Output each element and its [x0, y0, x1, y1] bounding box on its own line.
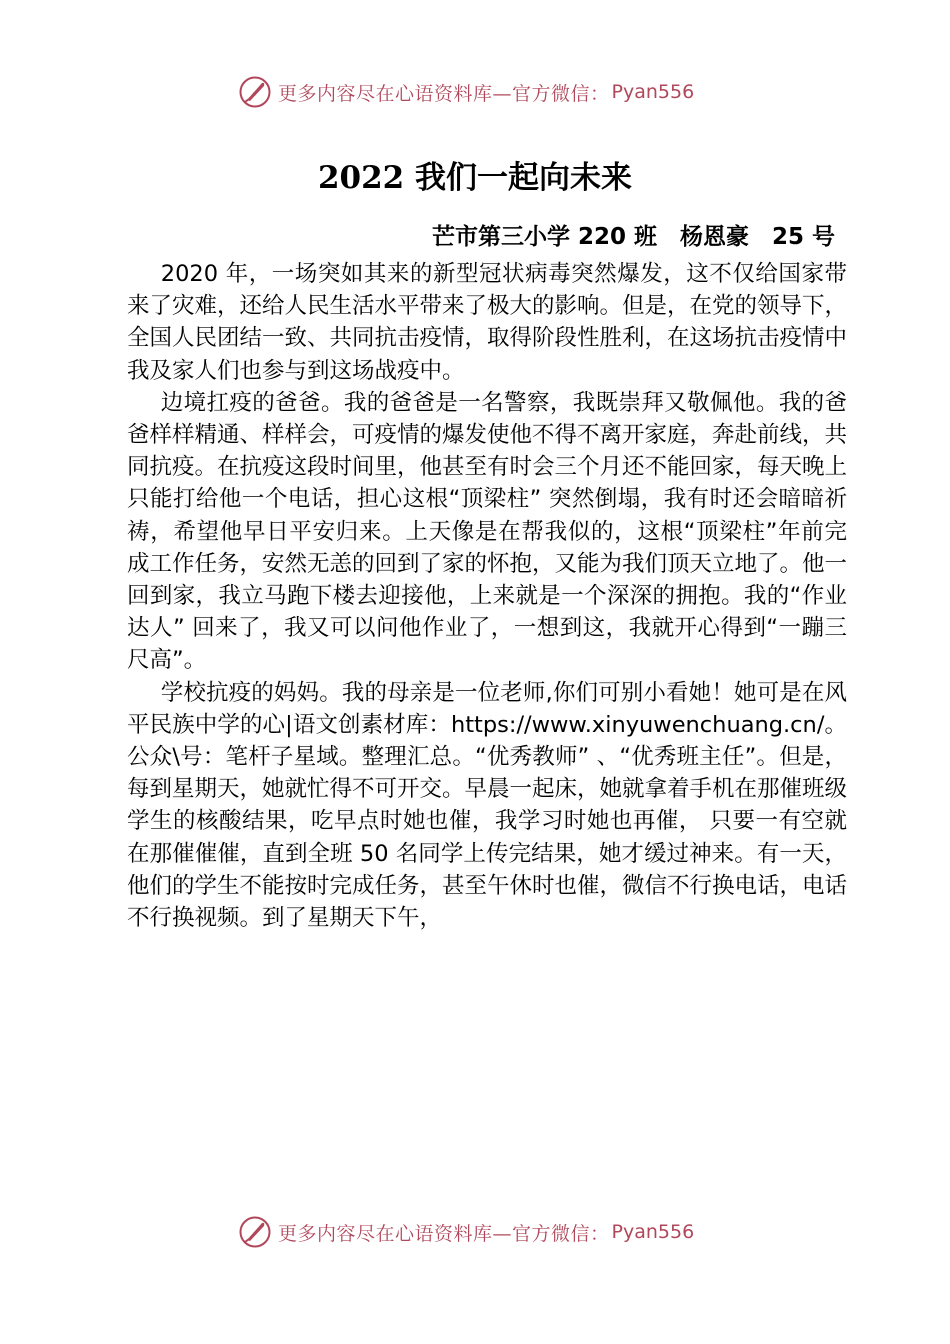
watermark-banner-bottom	[238, 1214, 694, 1250]
quill-pen-logo-icon	[238, 1215, 272, 1249]
paragraph-2: 边境扛疫的爸爸。我的爸爸是一名警察，我既崇拜又敬佩他。我的爸爸样样精通、样样会，可疫情的爆发使他不得不离开家庭，奔赴前线，共同抗疫。在抗疫这段时间里，他甚至有时会三个月还不能回家，每天晚上只能打给他一个电话，担心这根“顶梁柱” 突然倒塌，我有时还会暗暗祈祷，希望他早日平安归来。上天像是在帮我似的，这根“顶梁柱”年前完成工作任务，安然无恙的回到了家的怀抱，又能为我们顶天立地了。他一回到家，我立马跑下楼去迎接他，上来就是一个深深的拥抱。我的“作业达人” 回来了，我又可以问他作业了，一想到这，我就开心得到“一蹦三尺高”。	[127, 389, 848, 674]
paragraph-1: 2020 年，一场突如其来的新型冠状病毒突然爆发，这不仅给国家带来了灾难，还给人民生活水平带来了极大的影响。但是，在党的领导下，全国人民团结一致、共同抗击疫情，取得阶段性胜利，在这场抗击疫情中我及家人们也参与到这场战疫中。	[127, 261, 848, 384]
quill-pen-logo-icon	[238, 75, 272, 109]
watermark-banner-top	[238, 74, 694, 110]
watermark-text: 更多内容尽在心语资料库—官方微信：	[278, 82, 610, 105]
paragraph-3: 学校抗疫的妈妈。我的母亲是一位老师,你们可别小看她！她可是在风平民族中学的心|语文创素材库：https://www.xinyuwenchuang.cn/。公众\号：笔杆子星域。整理汇总。“优秀教师” 、“优秀班主任”。但是，每到星期天，她就忙得不可开交。早晨一起床，她就拿着手机在那催班级学生的核酸结果，吃早点时她也催，我学习时她也再催， 只要一有空就在那催催催，直到全班 50 名同学上传完结果，她才缓过神来。有一天，他们的学生不能按时完成任务，甚至午休时也催，微信不行换电话，电话不行换视频。到了星期天下午，	[127, 679, 848, 932]
document-body	[127, 258, 847, 934]
watermark-wechat-id: Pyan556	[611, 1221, 695, 1243]
document-title: 2022 我们一起向未来	[317, 160, 633, 196]
author-line: 芒市第三小学 220 班 杨恩豪 25 号	[431, 224, 835, 250]
watermark-wechat-id: Pyan556	[611, 81, 695, 103]
watermark-text: 更多内容尽在心语资料库—官方微信：	[278, 1222, 610, 1245]
